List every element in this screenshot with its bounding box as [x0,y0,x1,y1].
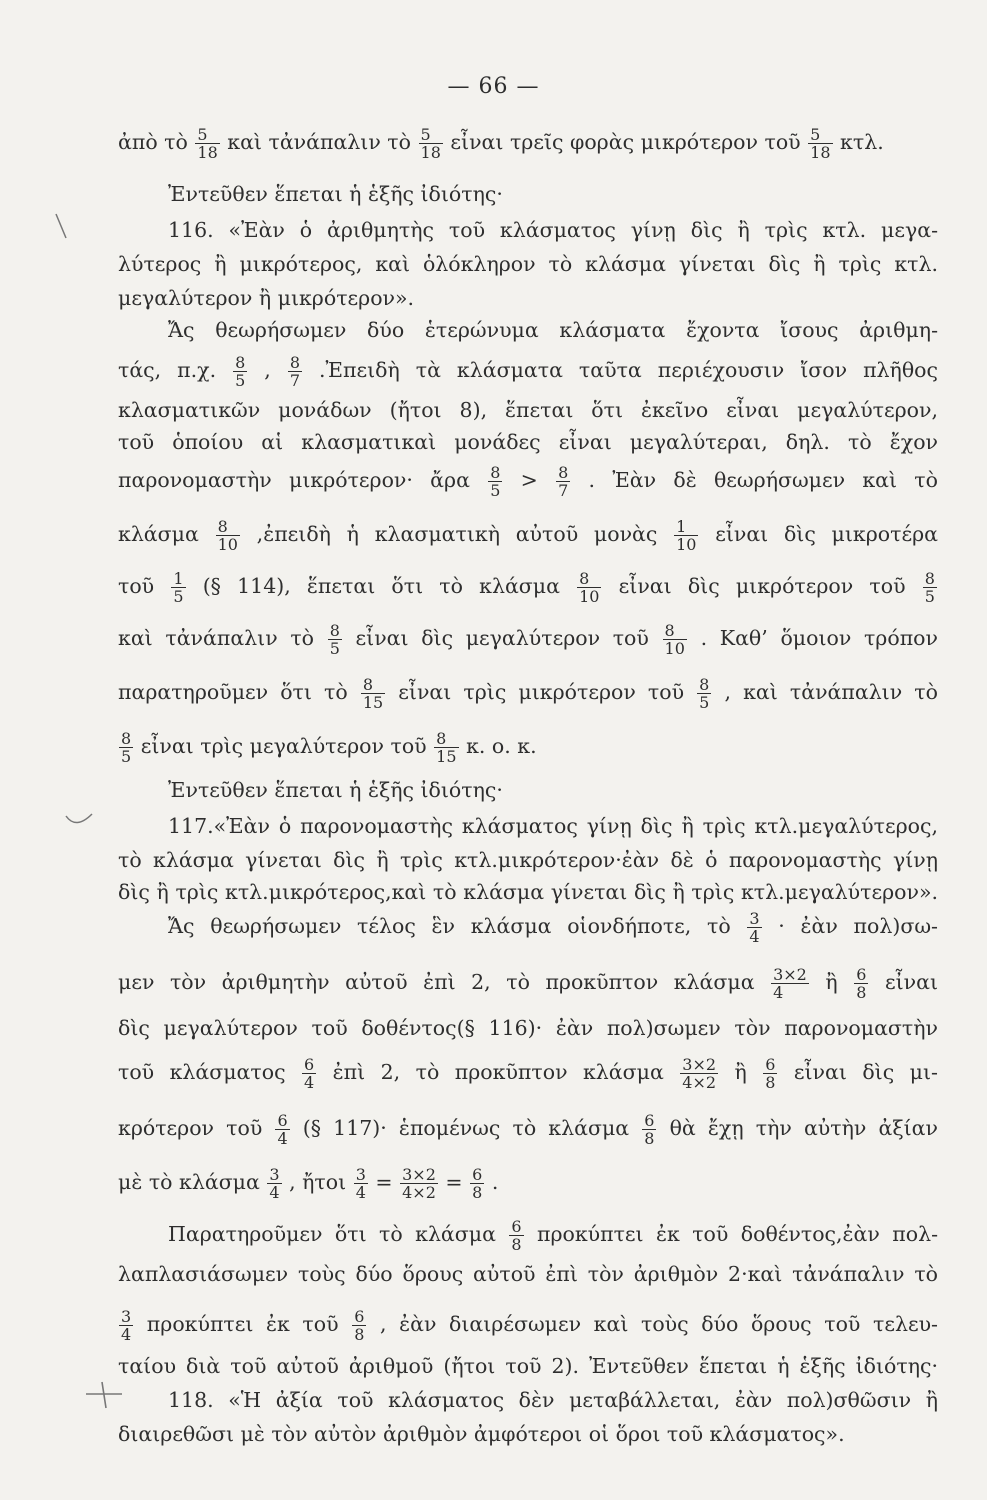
fraction [275,1112,289,1147]
denominator: 5 [173,587,184,606]
denominator: 4×2 [682,1073,717,1092]
text-run: παρονομαστὴν μικρότερον· ἄρα [118,468,470,492]
numerator: 6 [511,1217,522,1236]
denominator: 8 [511,1235,522,1254]
text-run: προκύπτει ἐκ τοῦ δοθέντος,ἐὰν πολ- [536,1222,938,1246]
text-run: . Ἐὰν δὲ θεωρήσωμεν καὶ τὸ [588,468,938,492]
text-line [168,910,938,945]
denominator: 8 [765,1073,776,1092]
fraction [470,1166,484,1201]
text-line: ταίου διὰ τοῦ αὐτοῦ ἀριθμοῦ (ἤτοι τοῦ 2). Ἐντεῦθεν ἕπεται ἡ ἑξῆς ἰδιότης· [118,1354,938,1378]
fraction [288,354,302,389]
denominator: 10 [217,535,238,554]
text-run: κ. ο. κ. [466,734,537,758]
denominator: 5 [924,587,935,606]
text-run: . [491,1170,499,1194]
text-run: Παρατηροῦμεν ὅτι τὸ κλάσμα [168,1222,496,1246]
denominator: 8 [644,1129,655,1148]
text-line: τὸ κλάσμα γίνεται δὶς ἢ τρὶς κτλ.μικρότερον·ἐὰν δὲ ὁ παρονομαστὴς γίνῃ [118,848,938,872]
text-run: εἶναι τρεῖς φορὰς μικρότερον τοῦ [450,130,801,154]
fraction [663,622,687,657]
text-run: Ἄς θεωρήσωμεν τέλος ἓν κλάσμα οἱονδήποτε, τὸ [168,914,731,938]
text-line: δὶς μεγαλύτερον τοῦ δοθέντος(§ 116)· ἐὰν πολ)σωμεν τὸν παρονομαστὴν [118,1016,938,1040]
denominator: 4 [277,1129,288,1148]
numerator: 8 [217,517,228,536]
denominator: 4×2 [402,1183,436,1202]
text-line: κλασματικῶν μονάδων (ἤτοι 8), ἕπεται ὅτι ἐκεῖνο εἶναι μεγαλύτερον, [118,398,938,422]
fraction [352,1308,366,1343]
numerator: 8 [436,729,447,748]
numerator: 1 [676,517,687,536]
text-line [118,1056,938,1091]
text-run: μεν τὸν ἀριθμητὴν αὐτοῦ ἐπὶ 2, τὸ προκῦπτον κλάσμα [118,970,755,994]
numerator: 3 [749,909,760,928]
text-run: εἶναι τρὶς μεγαλύτερον τοῦ [140,734,427,758]
fraction [556,464,570,499]
fraction [642,1112,656,1147]
denominator: 10 [676,535,697,554]
fraction [354,1166,368,1201]
numerator: 8 [699,675,710,694]
numerator: 8 [362,675,374,694]
text-run: εἶναι [884,970,938,994]
denominator: 18 [810,143,831,162]
text-run: καὶ τἀνάπαλιν τὸ [118,626,315,650]
denominator: 7 [558,481,569,500]
text-run: εἶναι δὶς μικρότερον τοῦ [618,574,906,598]
text-line: Ἐντεῦθεν ἕπεται ἡ ἑξῆς ἰδιότης· [168,778,503,802]
text-run: · ἐὰν πολ)σω- [778,914,938,938]
fraction [216,518,240,553]
denominator: 8 [856,983,867,1002]
text-line: 118. «Ἡ ἀξία τοῦ κλάσματος δὲν μεταβάλλεται, ἐὰν πολ)σθῶσιν ἢ [168,1388,938,1412]
text-run: (§ 114), ἕπεται ὅτι τὸ κλάσμα [202,574,560,598]
text-run: ἀπὸ τὸ [118,130,188,154]
text-line: λύτερος ἢ μικρότερος, καὶ ὁλόκληρον τὸ κλάσμα γίνεται δὶς ἢ τρὶς κτλ. [118,252,938,276]
denominator: 15 [436,747,457,766]
text-run: εἶναι δὶς μι- [793,1060,938,1084]
numerator: 5 [197,125,208,144]
fraction [434,730,458,765]
text-run: = [375,1170,393,1194]
text-line [118,966,938,1001]
denominator: 4 [355,1183,366,1202]
numerator: 6 [644,1111,655,1130]
text-run: ,ἐπειδὴ ἡ κλασματικὴ αὐτοῦ μονὰς [256,522,658,546]
margin-pencil-mark [84,1380,124,1410]
text-run: εἶναι δὶς μικροτέρα [715,522,938,546]
numerator: 3×2 [402,1165,436,1184]
numerator: 8 [579,569,590,588]
numerator: 3 [269,1165,280,1184]
numerator: 3×2 [682,1055,717,1074]
text-run: κλάσμα [118,522,199,546]
numerator: 8 [329,621,340,640]
text-run: ἐπὶ 2, τὸ προκῦπτον κλάσμα [332,1060,664,1084]
fraction [302,1056,316,1091]
text-line [118,464,938,499]
denominator: 10 [664,639,685,658]
text-line: λαπλασιάσωμεν τοὺς δύο ὅρους αὐτοῦ ἐπὶ τὸν ἀριθμὸν 2·καὶ τἀνάπαλιν τὸ [118,1262,938,1286]
text-line [118,126,938,161]
text-line: Ἐντεῦθεν ἕπεται ἡ ἑξῆς ἰδιότης· [168,182,503,206]
text-run: , καὶ τἀνάπαλιν τὸ [724,680,938,704]
denominator: 5 [699,693,710,712]
text-line: δὶς ἢ τρὶς κτλ.μικρότερος,καὶ τὸ κλάσμα γίνεται δὶς ἢ τρὶς κτλ.μεγαλύτερον». [118,880,938,904]
fraction [233,354,247,389]
denominator: 5 [329,639,340,658]
fraction [808,126,832,161]
numerator: 6 [277,1111,288,1130]
text-run: , ἤτοι [289,1170,347,1194]
fraction [854,966,868,1001]
fraction [697,676,711,711]
text-run: παρατηροῦμεν ὅτι τὸ [118,680,348,704]
text-line: Ἄς θεωρήσωμεν δύο ἑτερώνυμα κλάσματα ἔχοντα ἴσους ἀριθμη- [168,318,938,342]
fraction [509,1218,523,1253]
denominator: 4 [269,1183,280,1202]
denominator: 4 [771,983,809,1001]
text-run: (§ 117)· ἑπομένως τὸ κλάσμα [302,1116,630,1140]
text-line: 117.«Ἐὰν ὁ παρονομαστὴς κλάσματος γίνῃ δὶς ἢ τρὶς κτλ.μεγαλύτερος, [168,814,938,838]
denominator: 8 [472,1183,483,1202]
text-run: τάς, π.χ. [118,358,217,382]
denominator: 5 [490,481,501,500]
numerator: 8 [490,463,501,482]
text-line [118,1112,938,1147]
fraction [328,622,342,657]
denominator: 4 [304,1073,315,1092]
text-line: τοῦ ὁποίου αἱ κλασματικαὶ μονάδες εἶναι μεγαλύτεραι, δηλ. τὸ ἔχον [118,430,938,454]
numerator: 8 [664,621,675,640]
numerator: 8 [121,729,132,748]
fraction [171,570,185,605]
denominator: 18 [420,143,441,162]
numerator: 6 [856,965,867,984]
page-number: — 66 — [447,74,540,99]
text-run: εἶναι δὶς μεγαλύτερον τοῦ [355,626,649,650]
fraction [119,730,133,765]
fraction [577,570,601,605]
text-line [118,676,938,711]
denominator: 7 [289,371,301,390]
numerator: 8 [924,569,935,588]
text-line [118,622,938,657]
text-run: ἢ [825,970,838,994]
text-run: καὶ τἀνάπαλιν τὸ [227,130,411,154]
text-run: ἢ [734,1060,747,1084]
text-run: κτλ. [840,130,884,154]
denominator: 15 [362,693,384,712]
text-run: τοῦ [118,574,155,598]
text-line [118,1308,938,1343]
numerator: 8 [235,353,246,372]
text-run: . Καθ’ ὅμοιον τρόπον [700,626,938,650]
text-run: μὲ τὸ κλάσμα [118,1170,260,1194]
text-run: θὰ ἔχῃ τὴν αὐτὴν ἀξίαν [669,1116,938,1140]
text-line: διαιρεθῶσι μὲ τὸν αὐτὸν ἀριθμὸν ἀμφότεροι οἱ ὅροι τοῦ κλάσματος». [118,1422,845,1446]
fraction [488,464,502,499]
denominator: 5 [235,371,246,390]
text-run: > [520,468,538,492]
denominator: 4 [121,1325,132,1344]
fraction [747,910,761,945]
denominator: 5 [121,747,132,766]
denominator: 8 [354,1325,365,1344]
numerator: 5 [810,125,821,144]
text-run: , [264,358,271,382]
text-run: .Ἐπειδὴ τὰ κλάσματα ταῦτα περιέχουσιν ἴσον πλῆθος [319,358,938,382]
text-run: κρότερον τοῦ [118,1116,263,1140]
numerator: 6 [472,1165,483,1184]
numerator: 6 [304,1055,315,1074]
text-run: προκύπτει ἐκ τοῦ [146,1312,339,1336]
text-run: τοῦ κλάσματος [118,1060,286,1084]
text-line [118,570,938,605]
text-line [118,730,938,765]
numerator: 3×2 [773,965,807,984]
fraction [923,570,937,605]
fraction [119,1308,133,1343]
fraction [763,1056,777,1091]
numerator: 1 [173,569,184,588]
text-line [118,354,938,389]
numerator: 3 [121,1307,132,1326]
denominator: 4 [749,927,760,946]
fraction [267,1166,281,1201]
denominator: 18 [197,143,218,162]
margin-pencil-mark [52,210,72,244]
fraction [674,518,698,553]
denominator: 10 [579,587,600,606]
text-run: = [445,1170,463,1194]
numerator: 8 [558,463,569,482]
text-line: 116. «Ἐὰν ὁ ἀριθμητὴς τοῦ κλάσματος γίνῃ δὶς ἢ τρὶς κτλ. μεγα- [168,218,938,242]
numerator: 5 [420,125,431,144]
fraction [195,126,219,161]
numerator: 6 [765,1055,776,1074]
fraction [400,1166,438,1201]
fraction [771,966,809,1001]
margin-pencil-mark [62,808,96,834]
text-run: , ἐὰν διαιρέσωμεν καὶ τοὺς δύο ὅρους τοῦ τελευ- [380,1312,938,1336]
fraction [361,676,385,711]
fraction [680,1056,718,1091]
text-line: μεγαλύτερον ἢ μικρότερον». [118,286,415,310]
numerator: 3 [355,1165,366,1184]
text-line [168,1218,938,1253]
fraction [419,126,443,161]
numerator: 6 [354,1307,365,1326]
text-line [118,1166,938,1201]
text-run: εἶναι τρὶς μικρότερον τοῦ [398,680,685,704]
numerator: 8 [289,353,301,372]
text-line [118,518,938,553]
